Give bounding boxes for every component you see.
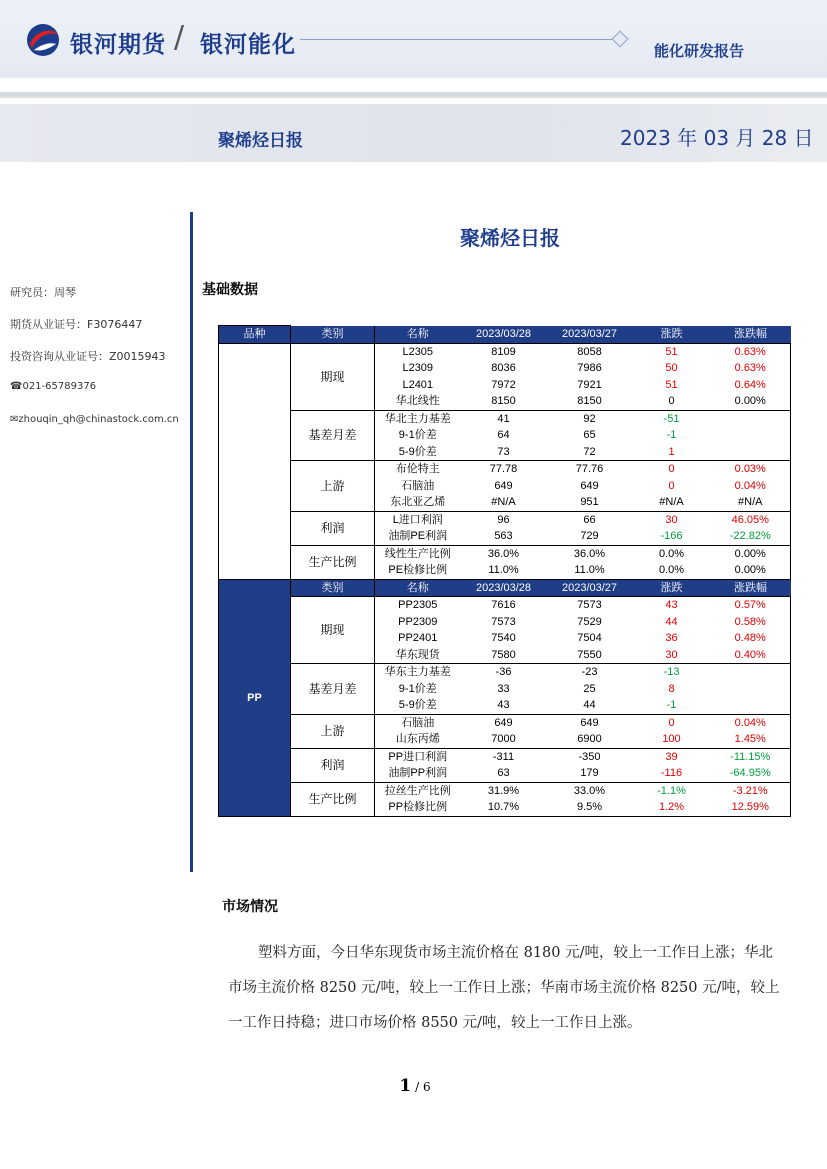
cell-name: 油制PP利润 (375, 765, 461, 782)
cell-chg: -116 (633, 765, 711, 782)
header-cell: 涨跌 (633, 579, 711, 597)
table-row (219, 714, 791, 731)
header-cell: 涨跌幅 (711, 579, 791, 597)
cell-pct: 0.64% (711, 377, 791, 394)
cell-d2: 36.0% (547, 545, 633, 562)
band-date: 2023 年 03 月 28 日 (620, 126, 814, 150)
cell-d2: 179 (547, 765, 633, 782)
header-cell: 2023/03/27 (547, 579, 633, 597)
category-cell: 生产比例 (291, 545, 375, 579)
cell-d2: 7504 (577, 632, 602, 645)
cell-chg: 0 (633, 461, 711, 478)
cell-name: PE检修比例 (375, 562, 461, 579)
table-row (219, 410, 791, 427)
section-basic-data: 基础数据 (202, 282, 258, 298)
cell-name: 线性生产比例 (375, 545, 461, 562)
cell-pct: 0.03% (711, 461, 791, 478)
cell-pct (711, 697, 791, 714)
cell-d2: 951 (547, 494, 633, 511)
cell-name: PP检修比例 (375, 799, 461, 816)
cell-name: L2305 (375, 343, 461, 360)
contact-phone: ☎021-65789376 (10, 381, 97, 392)
brand-divider: / (174, 20, 185, 55)
page-total: 6 (422, 1080, 431, 1094)
cell-chg: 0 (668, 479, 675, 492)
category-cell: 基差月差 (291, 410, 375, 461)
cell-d1: 7540 (491, 632, 516, 645)
brand-primary: 银河期货 (70, 32, 166, 58)
cell-chg: 50 (665, 362, 678, 375)
cell-d1: 7000 (461, 731, 547, 748)
cell-pct (711, 410, 791, 427)
cell-name: L2309 (375, 360, 461, 377)
cell-name: 9-1价差 (375, 681, 461, 698)
header-product: 品种 (219, 326, 291, 344)
cell-name: 华东现货 (375, 647, 461, 664)
cell-name: 华北线性 (375, 393, 461, 410)
cell-chg: 39 (633, 748, 711, 765)
cell-chg: 0 (633, 714, 711, 731)
cell-pct: 0.00% (711, 545, 791, 562)
cell-pct: 12.59% (711, 799, 791, 816)
cell-name: PP2309 (375, 614, 461, 631)
cell-d1: 7580 (461, 647, 547, 664)
cell-pct (711, 444, 791, 461)
cell-d1: 10.7% (461, 799, 547, 816)
cell-pct: -11.15% (711, 748, 791, 765)
table-row (219, 597, 791, 614)
cell-d1: 73 (461, 444, 547, 461)
cell-d2: 25 (583, 682, 596, 695)
cell-name: PP进口利润 (375, 748, 461, 765)
table-row (219, 545, 791, 562)
cell-pct (711, 681, 791, 698)
category-cell: 期现 (291, 597, 375, 664)
page-separator: / (411, 1080, 423, 1094)
category-cell: 上游 (291, 714, 375, 748)
cell-chg: 30 (633, 511, 711, 528)
cell-name: 布伦特主 (375, 461, 461, 478)
market-paragraph: 塑料方面，今日华东现货市场主流价格在 8180 元/吨，较上一工作日上涨；华北市场主流价格 8250 元/吨，较上一工作日上涨；华南市场主流价格 8250 元/吨，较上一工作日持稳；进口市场价格 8550 元/吨，较上一工作日上涨。 (228, 945, 780, 1031)
contact-email[interactable]: ✉zhouqin_qh@chinastock.com.cn (10, 414, 179, 425)
cell-chg: 1.2% (633, 799, 711, 816)
cell-pct (711, 664, 791, 681)
cell-chg: 0.0% (633, 545, 711, 562)
cell-d1: 41 (461, 410, 547, 427)
brand-secondary: 银河能化 (200, 32, 296, 58)
cell-pct: #N/A (711, 494, 791, 511)
product-cell: PP (219, 579, 291, 816)
cell-d2: 65 (583, 429, 596, 442)
cell-name: 东北亚乙烯 (375, 494, 461, 511)
cell-d1: 7616 (461, 597, 547, 614)
cell-name: 拉丝生产比例 (375, 782, 461, 799)
cell-chg: 36 (665, 632, 678, 645)
header-rule (300, 39, 618, 40)
cell-d2: 7529 (577, 615, 602, 628)
cell-d2: 8058 (547, 343, 633, 360)
cell-chg: -13 (633, 664, 711, 681)
cell-name: 油制PE利润 (375, 528, 461, 545)
header-cell: 涨跌幅 (711, 326, 791, 344)
cell-d2: 7550 (547, 647, 633, 664)
cell-name: 石脑油 (375, 714, 461, 731)
cell-name: 石脑油 (375, 478, 461, 495)
cell-pct: 0.48% (711, 630, 791, 647)
header-cell: 涨跌 (633, 326, 711, 344)
cell-chg: -166 (633, 528, 711, 545)
cell-name: PP2305 (375, 597, 461, 614)
cell-chg: 30 (633, 647, 711, 664)
cell-name: 5-9价差 (375, 444, 461, 461)
cell-d2: 8150 (547, 393, 633, 410)
researcher-name: 研究员：周琴 (10, 286, 76, 299)
document-title: 聚烯烃日报 (460, 226, 560, 250)
report-type: 能化研发报告 (654, 42, 745, 60)
cell-d2: 77.76 (547, 461, 633, 478)
page-number (380, 1076, 450, 1096)
cell-d2: 44 (547, 697, 633, 714)
table-header-row (219, 579, 791, 597)
cell-d1: 11.0% (461, 562, 547, 579)
cell-d1: 8150 (461, 393, 547, 410)
cell-pct: 0.04% (711, 478, 791, 495)
header-cell: 名称 (375, 326, 461, 344)
cell-chg: #N/A (633, 494, 711, 511)
cell-pct: -3.21% (711, 782, 791, 799)
table-row (219, 782, 791, 799)
cell-d2: 33.0% (547, 782, 633, 799)
cell-d1: 8036 (491, 362, 516, 375)
header-cell: 名称 (375, 579, 461, 597)
cell-d1: 7573 (491, 615, 516, 628)
cell-d1: 43 (461, 697, 547, 714)
header-cell: 2023/03/28 (461, 579, 547, 597)
cell-chg: -51 (633, 410, 711, 427)
category-cell: 利润 (291, 748, 375, 782)
cell-pct: 0.63% (711, 343, 791, 360)
band-title: 聚烯烃日报 (218, 131, 303, 151)
cell-d2: 729 (547, 528, 633, 545)
table-row (219, 664, 791, 681)
cell-chg: 43 (633, 597, 711, 614)
cell-d1: 96 (461, 511, 547, 528)
cell-d1: 31.9% (461, 782, 547, 799)
cell-pct (711, 427, 791, 444)
category-cell: 期现 (291, 343, 375, 410)
cell-d2: 7921 (577, 378, 602, 391)
cell-chg: -1 (633, 697, 711, 714)
cell-d2: 11.0% (547, 562, 633, 579)
cell-name: 5-9价差 (375, 697, 461, 714)
futures-license: 期货从业证号：F3076447 (10, 318, 143, 331)
cell-d1: 563 (461, 528, 547, 545)
table-row (219, 461, 791, 478)
cell-chg: 44 (665, 615, 678, 628)
advisory-license: 投资咨询从业证号：Z0015943 (10, 350, 166, 363)
cell-d2: -350 (547, 748, 633, 765)
cell-name: 山东丙烯 (375, 731, 461, 748)
header-cell: 2023/03/28 (461, 326, 547, 344)
cell-chg: 8 (668, 682, 675, 695)
table-row (219, 748, 791, 765)
cell-d1: 77.78 (461, 461, 547, 478)
cell-d1: -311 (461, 748, 547, 765)
galaxy-logo-icon (24, 22, 62, 58)
cell-d1: 36.0% (461, 545, 547, 562)
cell-name: 9-1价差 (375, 427, 461, 444)
cell-pct: 0.58% (711, 614, 791, 631)
cell-pct: -64.95% (711, 765, 791, 782)
cell-name: PP2401 (375, 630, 461, 647)
cell-pct: -22.82% (711, 528, 791, 545)
cell-pct: 0.00% (711, 393, 791, 410)
cell-d2: 6900 (547, 731, 633, 748)
section-market: 市场情况 (222, 899, 278, 915)
cell-d1: 649 (494, 479, 513, 492)
cell-name: 华东主力基差 (375, 664, 461, 681)
cell-d2: 92 (547, 410, 633, 427)
header-separator (0, 92, 827, 98)
cell-chg: -1 (666, 429, 677, 442)
sidebar-divider (190, 212, 193, 872)
header-cell: 类别 (291, 579, 375, 597)
cell-pct: 0.40% (711, 647, 791, 664)
header-cell: 2023/03/27 (547, 326, 633, 344)
cell-name: L进口利润 (375, 511, 461, 528)
cell-d2: 72 (547, 444, 633, 461)
cell-d2: 649 (580, 479, 599, 492)
category-cell: 生产比例 (291, 782, 375, 816)
cell-pct: 46.05% (711, 511, 791, 528)
table-header-row (219, 326, 791, 344)
category-cell: 基差月差 (291, 664, 375, 715)
cell-pct: 1.45% (711, 731, 791, 748)
table-row (219, 343, 791, 360)
cell-chg: 100 (633, 731, 711, 748)
cell-name: L2401 (375, 377, 461, 394)
product-cell (219, 343, 291, 579)
cell-d1: 8109 (461, 343, 547, 360)
cell-pct: 0.63% (711, 360, 791, 377)
header-cell: 类别 (291, 326, 375, 344)
basic-data-table (218, 325, 791, 817)
cell-pct: 0.04% (711, 714, 791, 731)
cell-d1: 33 (497, 682, 510, 695)
cell-d2: 7986 (577, 362, 602, 375)
cell-chg: -1.1% (633, 782, 711, 799)
cell-d1: #N/A (461, 494, 547, 511)
cell-d2: 66 (547, 511, 633, 528)
page-current: 1 (399, 1076, 412, 1096)
cell-chg: 0.0% (633, 562, 711, 579)
cell-d1: 649 (461, 714, 547, 731)
cell-d1: 7972 (491, 378, 516, 391)
cell-chg: 51 (633, 343, 711, 360)
cell-d2: 9.5% (547, 799, 633, 816)
cell-chg: 1 (633, 444, 711, 461)
cell-name: 华北主力基差 (375, 410, 461, 427)
cell-d1: -36 (461, 664, 547, 681)
cell-d2: 649 (547, 714, 633, 731)
table-row (219, 511, 791, 528)
category-cell: 利润 (291, 511, 375, 545)
cell-d2: -23 (547, 664, 633, 681)
category-cell: 上游 (291, 461, 375, 512)
cell-chg: 51 (665, 378, 678, 391)
cell-chg: 0 (633, 393, 711, 410)
cell-pct: 0.00% (711, 562, 791, 579)
cell-pct: 0.57% (711, 597, 791, 614)
cell-d1: 64 (497, 429, 510, 442)
cell-d1: 63 (461, 765, 547, 782)
cell-d2: 7573 (547, 597, 633, 614)
